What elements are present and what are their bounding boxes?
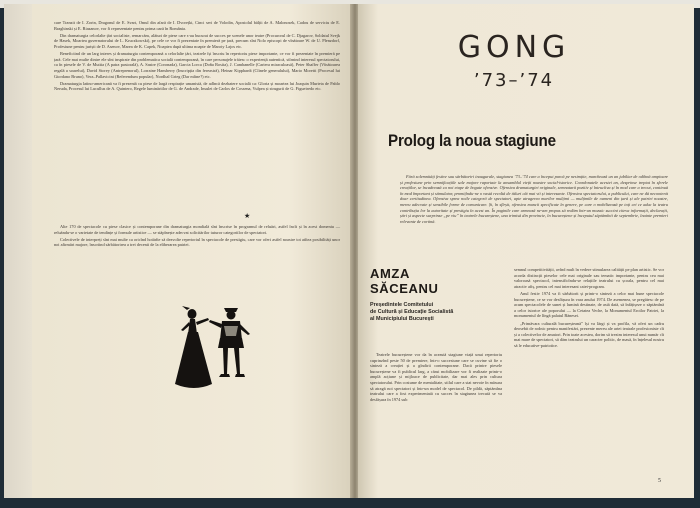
article-column-right	[514, 267, 664, 350]
book-spread	[4, 4, 694, 498]
paragraph: Colectivele de interpreți sînt mai multe ca oricînd hotărîte să dezvolte repertoriul în spectacole de prestigiu, care vor oferi astfel noastre tot atîtea posibilități unor noi afirmări majore, înscriind sărbătorirea a trei decenii de la eliberarea patriei.	[54, 236, 340, 248]
dancing-couple-illustration	[172, 304, 260, 396]
paragraph: Anul festiv 1974 va fi sărbătorit și printr-o sinteză a celor mai bune spectacole bucureștene, ce se vor desfășura în vara anului 1974. De asemenea, se pregătesc de pe acum spectacolele de sunet și lumină destinate, de astă dată, să înfățișeze o săptămînă a celor istorice ale poporului — la Cetatea Veche, la Monumentul Eroilor Patriei, la monumentul de lîngă palatul Bănesei.	[514, 290, 664, 319]
paragraph: semnul competitivității, avînd mult în vedere stimularea calității pe plan artistic. Se vor acorda distincții pieselor cele mai originale sau tematic importante, pentru cea mai valoroasă spectacol, intensificîndu-se relațiile teatrului cu școala, pentru cel mai atractiv afiș, pentru cel mai interesant caiet-program.	[514, 267, 664, 289]
magazine-title: GONG	[457, 30, 571, 65]
article-column-left	[370, 352, 502, 404]
left-article-bottom	[54, 224, 340, 250]
left-article-top	[54, 20, 340, 94]
article-intro	[400, 174, 668, 226]
season-years: ’73–’74	[473, 70, 555, 91]
left-cover-edge	[4, 4, 34, 498]
paragraph: Teatrele bucureștene vor da în această stagiune viață unui repertoriu cuprinzînd peste 50 de premiere, într-o succesiune care se cuvine să fie o sinteză a creației și a gîndirii contemporane. Dacă printre piesele bucureștene va fi publicul larg, a cărui mobilizare vor fi realizate printr-o amplă acțiune și mijloace de publicitate, dar mai ales prin cultura spectatorului. Prin costume de mentalitate, stilul care a stat nevoie în măsura să atragă noi spectatori și într-un model de spectacol. De pildă, săptămîna teatrului care a fost experimentată cu succes în stagiunea trecută se va desfășura în 1974 sub	[370, 352, 502, 402]
paragraph: Din dramaturgia celorlalte țări socialiste, remarcăm, alături de piese care s-au bucurat de succes pe scenele unor teatre (Procurorul de C. Djagarov, Soldatul Svejk de Hasek, Moartea guvernatorului de L. Kruczkowski), pe cele ce vor fi prezentate în premieră pe țară, precum sînt Nolo episcopi de vînătoare W. de U. Plenzdorf, Profesiune pentru juriști de D. Asenov, Marea de K. Capek, Noaptea după ultima noapte de Maroty Lajos etc.	[54, 32, 340, 49]
man-figure	[209, 308, 250, 377]
page-number: 5	[658, 478, 661, 484]
paragraph: Fără solemnități festive sau sărbătoriri inaugurale, stagiunea ’73–’74 care a început parcă pe nesimțite, marchează un an jubiliar de odihnă ampioare și profesiune prin semnificațiile sale majore raportate la ansamblul vieții noastre social-istorice. Coordonatele acestei an, desprinse treptat în sferele creațiilor, se încadrează ca noi etape de bogate ofensive. Ofensiva dramaturgiei originale, semnatară pozitiv și întrucîtva și în mod care a trecut, continuă în mod împortant și stimulator, promițîndu-ne o vastă recoltă de titluri cât mai vii și interesante. Ofensiva spectatorului, a publicului, care ne dă necontenit doar certitudinea. Ofensiva sprea noile categorii de spectatori, apte atragerea marilor mulțimi — mulțimile de oameni din țară și ale patriei noastre, mereu adecvate și sensibile forme de comunicare. Și, în sfîrșit, ofensiva muncii specificate în genere, pe care o mobilizează pe toți cei ce aduc la teatru contribuția lor la autoritate și prestigiu în acest an. În paginile care urmează ne-am propus să redăm într-un mozaic succint citeva informații, declarații, știri și aspecte surprinse „pe viu” în teatrele bucureștene, una trimisă din provincie, în bucureștene și începutul săptămînii de septembrie, înainte premieri relevante de cortină.	[400, 174, 668, 224]
right-page	[358, 4, 694, 498]
paragraph: Dramaturgia latino-americană va fi prezentă cu piese de largă respirație umanistă, de adîncă dezbatere socială ca: Gloria și moartea lui Joaquin Murieta de Pablo Neruda, Procesul lui Lucullus de A. Quintero, Regele luminăriilor de G. de Andrade, Insulei de Carlos de Cossena, Vulpea și strugurii de G. Figueiredo etc.	[54, 80, 340, 92]
woman-figure	[175, 306, 212, 388]
paragraph: care Tranzit de I. Zorin, Dragonul de E. Svart, Omul din afară de I. Dvorețki, Cinci seri de Volodin, Apostolul bălții de A. Malonosek, Cadou de serviciu de E. Braghinski și E. Riazanov, vor fi reprezentate pentru prima oară în România.	[54, 20, 340, 31]
paragraph: „Primăvara culturală bucureșteană” își va lărgi și va profila, vă oferi un cadru deosebit de rodnic pentru manifestări, prezente mereu ale artei teatrale profesioniste cît și a colectivelor de amatori. Prin toate acestea, dorim să trezim interesul unui număr cît mai mare de spectatori, să dăm teatrului un caracter politic, de masă, în înțelesul nostru să le educative-patriotice.	[514, 320, 664, 348]
paragraph: Alte 170 de spectacole cu piese clasice și contemporane din dramaturgia mondială sînt înscrise în programul de reluări, astfel încît și în acest domeniu — reluăndu-se o varietate de tendințe și formule artistice — se stăpînește adecvat solicitărilor tuturor categoriilor de spectatori.	[54, 224, 340, 235]
section-divider-star: ★	[244, 212, 251, 220]
paragraph: Beneficiind de un larg interes și dramaturgia contemporană a celorlalte țări, teatrele își înscriu în repertoriu piese importante, ce vor fi prezentate în premieră pe țară. Cele mai multe dintre ele sînt inspirate din problematica socială contemporană, în care personajele trăiesc o experiență autentică, stîrnind interesul spectatorului, ca în piesele de V. de Muttia (A patra pastorală), A. Sastre (Coronada), Garcia Lorca (Doña Rosita), J. Cambanelle (Cariera miraculoasă), Peter Shaffer (Vînătoarea regală a soarelui), David Storey (Antreprenorul), Lorraine Hansberry (Inscripția din fereastră), Heinar Kipphardt (Cîinele generalului), Mario Moretti (Procesul lui Giordano Bruno), Vera–Pallavicini (Referendum popular), Nordhal Grieg (Dar mîine?) etc.	[54, 51, 340, 79]
author-role: Președintele Comitetului de Cultură și Educație Socialistă al Municipiului București	[370, 302, 454, 322]
left-page	[32, 4, 354, 498]
author-block	[370, 266, 500, 322]
author-name: AMZA SĂCEANU	[370, 266, 439, 296]
article-heading: Prolog la noua stagiune	[388, 132, 556, 150]
